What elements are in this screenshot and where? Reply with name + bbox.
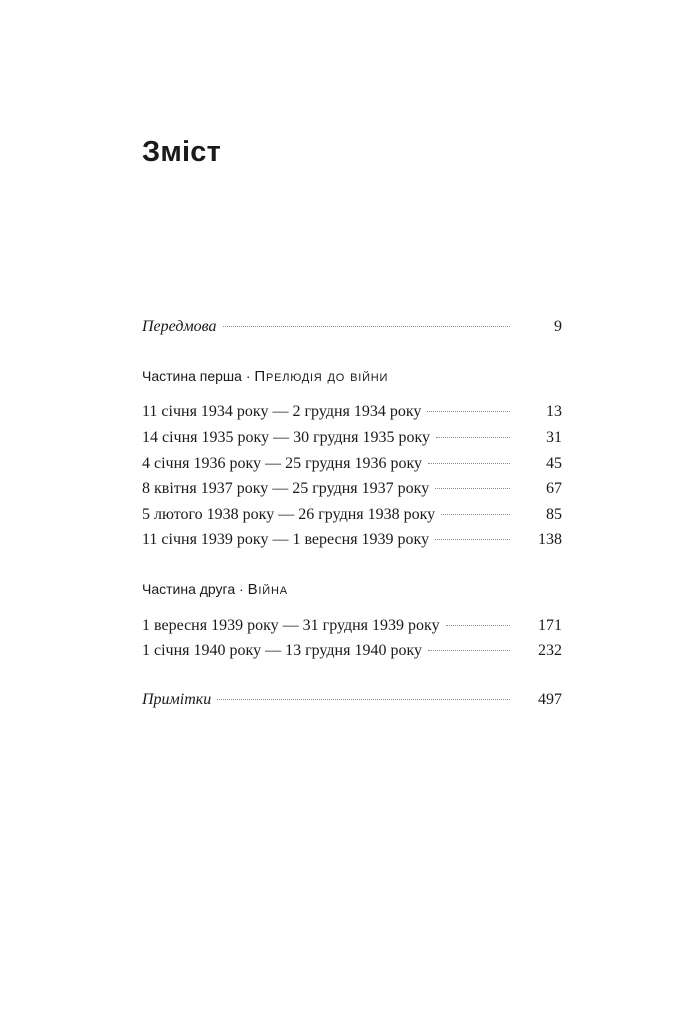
- toc-entry-page: 171: [538, 617, 562, 634]
- toc-entry[interactable]: [142, 480, 562, 502]
- dot-leader: [436, 436, 510, 438]
- toc-entry-label: 11 січня 1939 року — 1 вересня 1939 року: [142, 531, 430, 548]
- toc-entry[interactable]: [142, 642, 562, 664]
- part-two-title: Війна: [247, 581, 288, 598]
- toc-entry-label: 4 січня 1936 року — 25 грудня 1936 року: [142, 455, 423, 472]
- toc-entry[interactable]: [142, 455, 562, 477]
- dot-leader: [446, 624, 510, 626]
- dot-leader: [217, 698, 510, 700]
- toc-entry-page: 45: [546, 455, 562, 472]
- toc-entry-page: 232: [538, 642, 562, 659]
- toc-entry-page: 138: [538, 531, 562, 548]
- toc-entry-page: 13: [546, 403, 562, 420]
- toc-entry-page: 85: [546, 506, 562, 523]
- toc-entry-page: 31: [546, 429, 562, 446]
- toc-entry-label: 14 січня 1935 року — 30 грудня 1935 року: [142, 429, 431, 446]
- toc-entry-notes[interactable]: [142, 691, 562, 713]
- toc-entry-label: Примітки: [142, 691, 212, 708]
- dot-leader: [427, 410, 510, 412]
- toc-entry-label: 11 січня 1934 року — 2 грудня 1934 року: [142, 403, 422, 420]
- toc-entry-label: 1 січня 1940 року — 13 грудня 1940 року: [142, 642, 423, 659]
- dot-leader: [428, 649, 510, 651]
- part-one-heading: [142, 368, 388, 385]
- toc-entry-label: 8 квітня 1937 року — 25 грудня 1937 року: [142, 480, 430, 497]
- part-separator: ·: [239, 581, 244, 597]
- part-one-prefix: Частина перша: [142, 368, 242, 384]
- page-title: Зміст: [142, 136, 222, 168]
- toc-entry[interactable]: [142, 506, 562, 528]
- part-one-title: Прелюдія до війни: [254, 368, 389, 385]
- toc-entry[interactable]: [142, 429, 562, 451]
- dot-leader: [428, 462, 510, 464]
- dot-leader: [223, 325, 511, 327]
- toc-entry-label: 1 вересня 1939 року — 31 грудня 1939 року: [142, 617, 440, 634]
- dot-leader: [435, 487, 510, 489]
- part-separator: ·: [245, 368, 251, 384]
- toc-entry-page: 67: [546, 480, 562, 497]
- toc-entry[interactable]: [142, 531, 562, 553]
- toc-entry-preface[interactable]: [142, 318, 562, 340]
- toc-entry[interactable]: [142, 617, 562, 639]
- dot-leader: [441, 513, 510, 515]
- toc-entry-label: Передмова: [142, 318, 217, 335]
- part-two-heading: [142, 581, 288, 598]
- dot-leader: [435, 538, 510, 540]
- toc-entry-label: 5 лютого 1938 року — 26 грудня 1938 року: [142, 506, 436, 523]
- part-two-prefix: Частина друга: [142, 581, 236, 597]
- toc-entry-page: 9: [554, 318, 562, 335]
- toc-entry[interactable]: [142, 403, 562, 425]
- toc-entry-page: 497: [538, 691, 562, 708]
